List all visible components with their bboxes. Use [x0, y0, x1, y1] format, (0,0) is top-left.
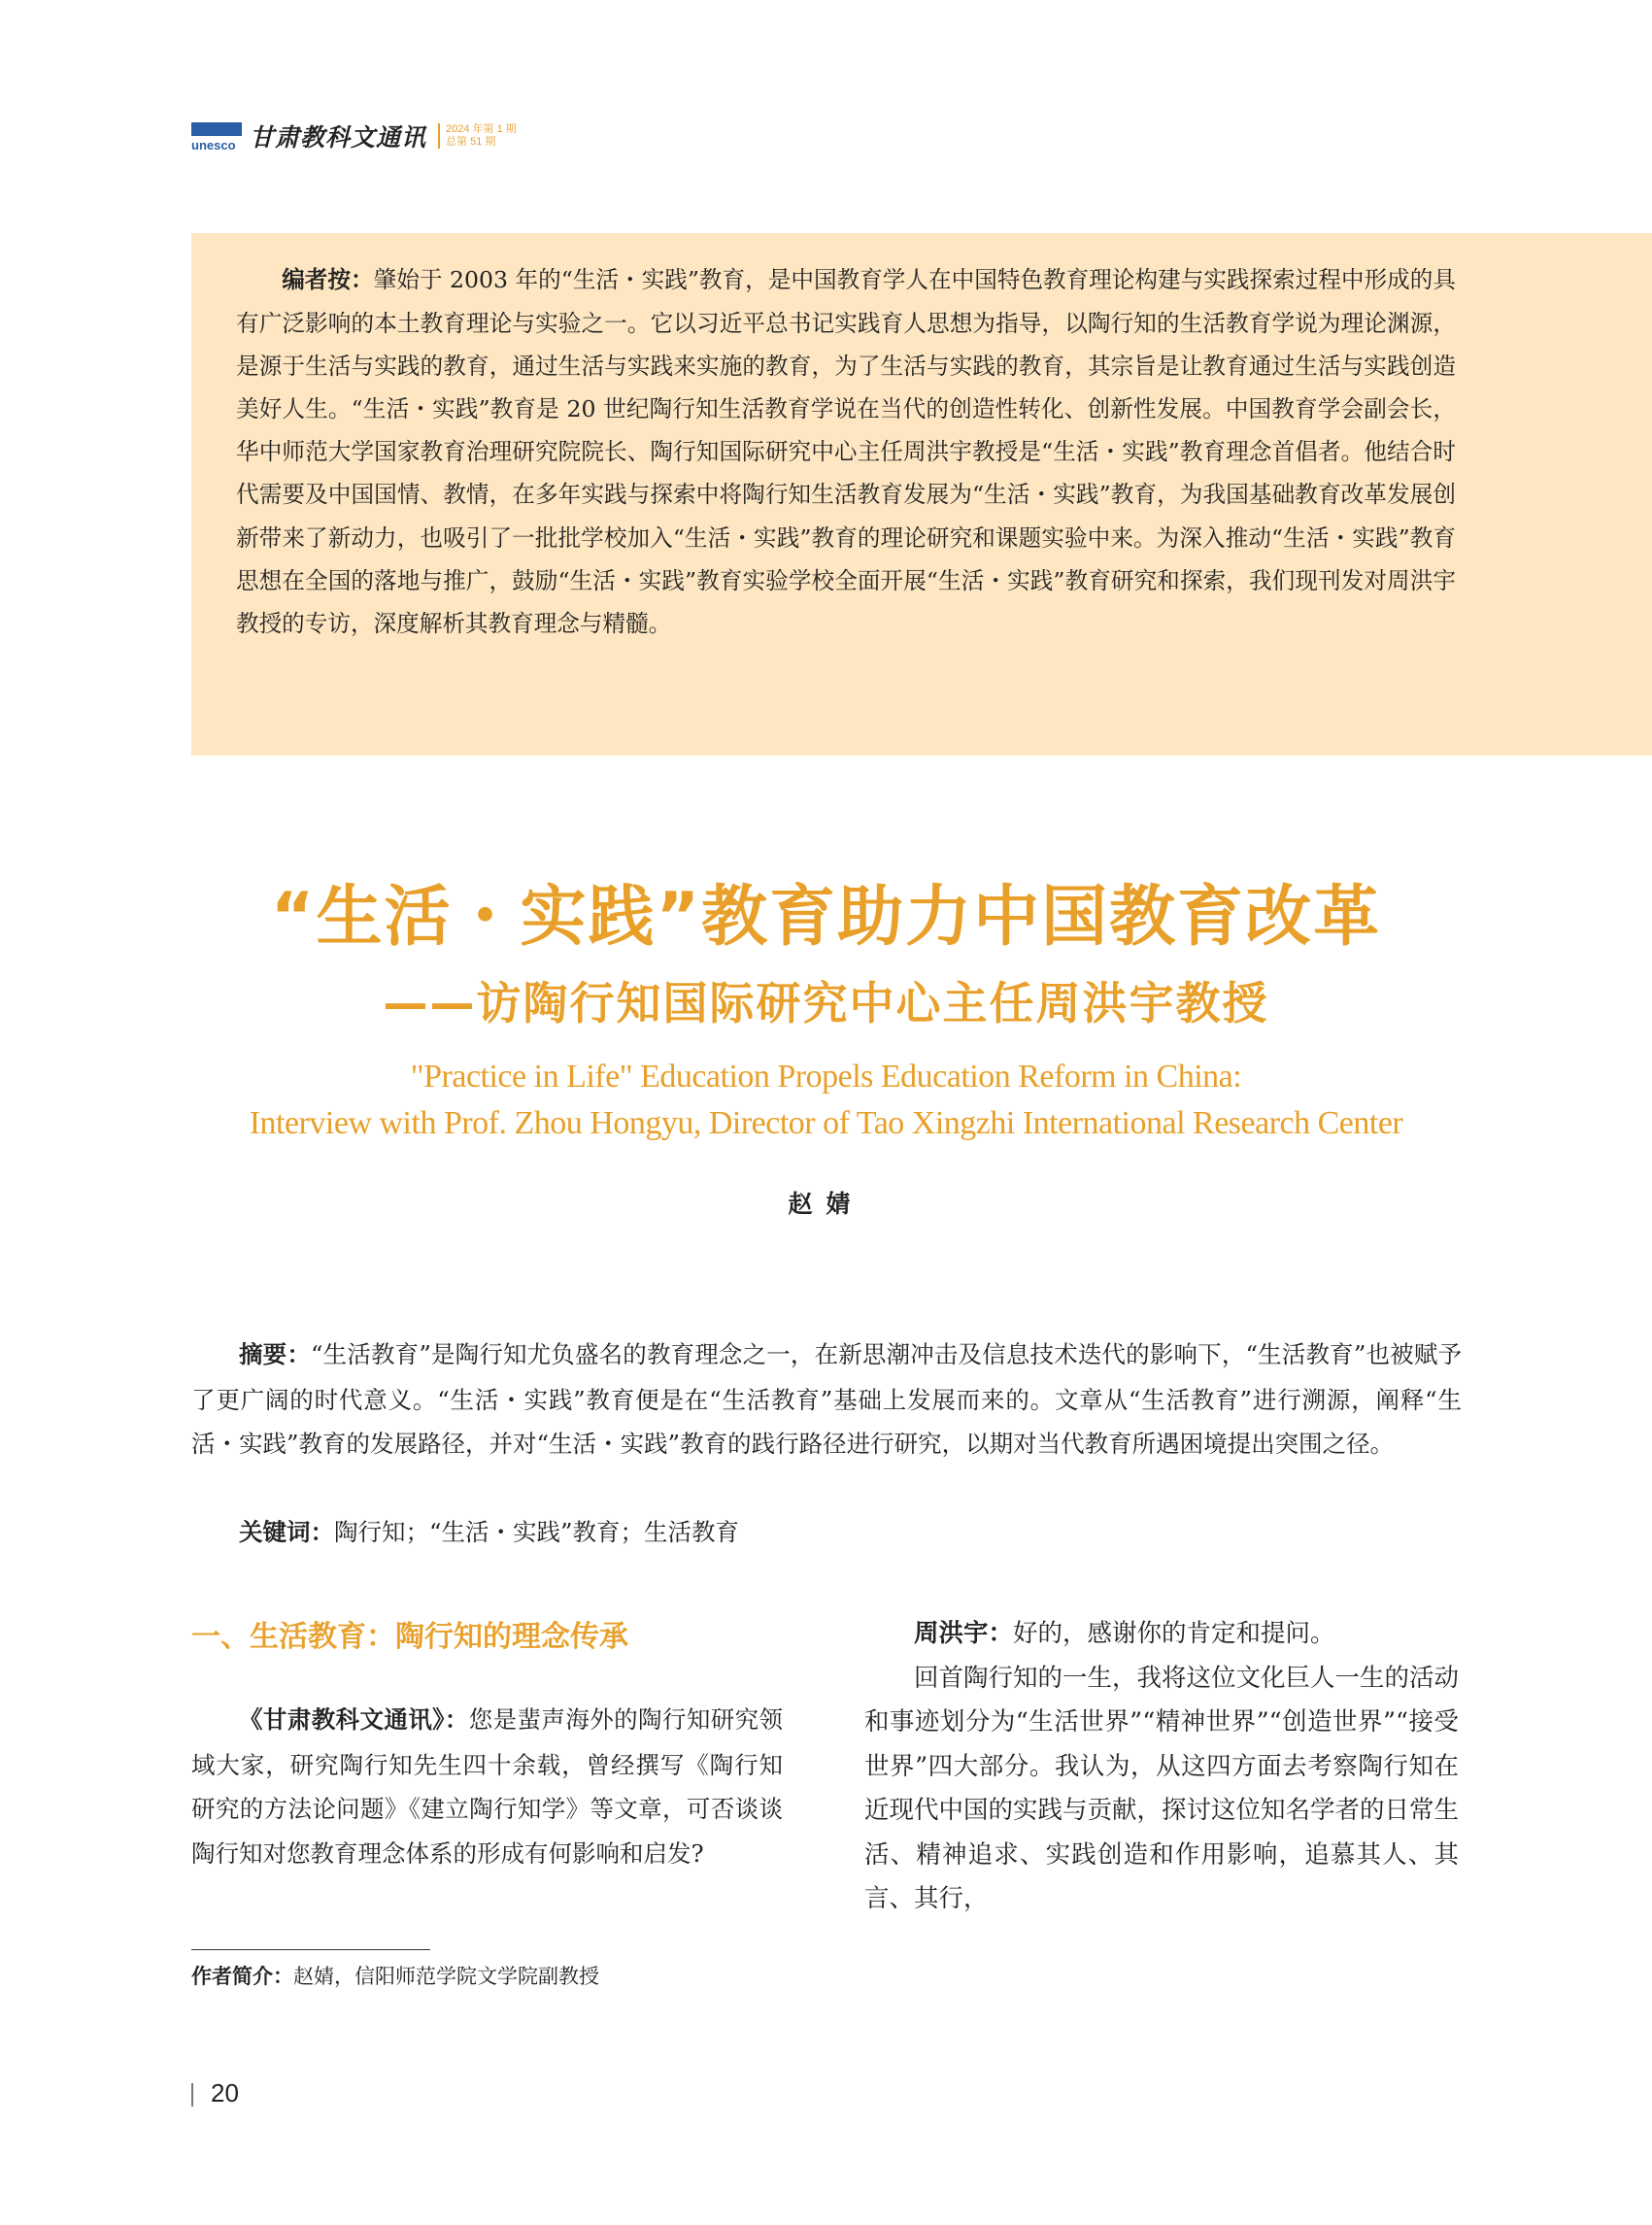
editor-note-paragraph: [236, 258, 1456, 645]
keywords-label: 关键词：: [239, 1520, 334, 1546]
abstract-label: 摘要：: [239, 1342, 311, 1368]
issue-line-2: 总第 51 期: [446, 136, 496, 148]
question-text: 您是蜚声海外的陶行知研究领域大家，研究陶行知先生四十余载，曾经撰写《陶行知研究的方法论问题》《建立陶行知学》等文章，可否谈谈陶行知对您教育理念体系的形成有何影响和启发?: [191, 1705, 784, 1868]
issue-line-1: 2024 年第 1 期: [446, 123, 517, 135]
article-subtitle-cn: ——访陶行知国际研究中心主任周洪宇教授: [383, 977, 1269, 1029]
answer-paragraph: 回首陶行知的一生，我将这位文化巨人一生的活动和事迹划分为“生活世界”“精神世界”“创造世界”“接受世界”四大部分。我认为，从这四方面去考察陶行知在近现代中国的实践与贡献，探讨这位知名学者的日常生活、精神追求、实践创造和作用影响，追慕其人、其言、其行，: [864, 1663, 1460, 1913]
magazine-name: 甘肃教科文通讯: [250, 123, 427, 152]
abstract-paragraph: [191, 1332, 1462, 1466]
unesco-logo: [191, 117, 242, 155]
abstract-text: “生活教育”是陶行知尤负盛名的教育理念之一，在新思潮冲击及信息技术迭代的影响下，“生活教育”也被赋予了更广阔的时代意义。“生活・实践”教育便是在“生活教育”基础上发展而来的。文章从“生活教育”进行溯源，阐释“生活・实践”教育的发展路径，并对“生活・实践”教育的践行路径进行研究，以期对当代教育所遇困境提出突围之径。: [191, 1340, 1462, 1458]
article-title-en-line-2: Interview with Prof. Zhou Hongyu, Director of Tao Xingzhi International Research Center: [249, 1105, 1403, 1141]
journal-header: [191, 117, 517, 155]
keywords-text: 陶行知；“生活・实践”教育；生活教育: [334, 1518, 740, 1546]
article-title-en: [0, 1054, 1652, 1147]
editor-note-box: [191, 233, 1652, 756]
issue-info: [438, 123, 517, 149]
article-author: 赵婧: [788, 1190, 864, 1218]
footnote-divider: [191, 1949, 430, 1950]
unesco-logo-bar: [191, 122, 242, 136]
article-title-en-line-1: "Practice in Life" Education Propels Education Reform in China:: [410, 1059, 1242, 1095]
interview-answer: [864, 1612, 1459, 1657]
editor-note-label: 编者按：: [282, 268, 374, 293]
interview-question: [191, 1698, 783, 1875]
unesco-logo-text: unesco: [191, 138, 236, 152]
answer-text: 好的，感谢你的肯定和提问。: [1013, 1619, 1335, 1648]
footnote-text: 赵婧，信阳师范学院文学院副教授: [293, 1965, 599, 1988]
author-footnote: [191, 1962, 599, 1992]
answer-label: 周洪宇：: [914, 1620, 1014, 1647]
footnote-label: 作者简介：: [191, 1966, 293, 1988]
page-number: [191, 2078, 239, 2108]
page-number-rule: [191, 2083, 193, 2107]
section-heading: 一、生活教育：陶行知的理念传承: [191, 1620, 628, 1654]
page-number-text: 20: [211, 2078, 239, 2107]
right-column: [864, 1612, 1459, 1922]
question-label: 《甘肃教科文通讯》：: [239, 1707, 469, 1734]
editor-note-text: 肇始于 2003 年的“生活・实践”教育，是中国教育学人在中国特色教育理论构建与实践探索过程中形成的具有广泛影响的本土教育理论与实验之一。它以习近平总书记实践育人思想为指导，以陶行知的生活教育学说为理论渊源，是源于生活与实践的教育，通过生活与实践来实施的教育，为了生活与实践的教育，其宗旨是让教育通过生活与实践创造美好人生。“生活・实践”教育是 20 世纪陶行知生活教育学说在当代的创造性转化、创新性发展。中国教育学会副会长，华中师范大学国家教育治理研究院院长、陶行知国际研究中心主任周洪宇教授是“生活・实践”教育理念首倡者。他结合时代需要及中国国情、教情，在多年实践与探索中将陶行知生活教育发展为“生活・实践”教育，为我国基础教育改革发展创新带来了新动力，也吸引了一批批学校加入“生活・实践”教育的理论研究和课题实验中来。为深入推动“生活・实践”教育思想在全国的落地与推广，鼓励“生活・实践”教育实验学校全面开展“生活・实践”教育研究和探索，我们现刊发对周洪宇教授的专访，深度解析其教育理念与精髓。: [236, 266, 1456, 637]
article-title-cn: “生活・实践”教育助力中国教育改革: [270, 879, 1382, 956]
keywords-paragraph: [191, 1510, 1462, 1556]
